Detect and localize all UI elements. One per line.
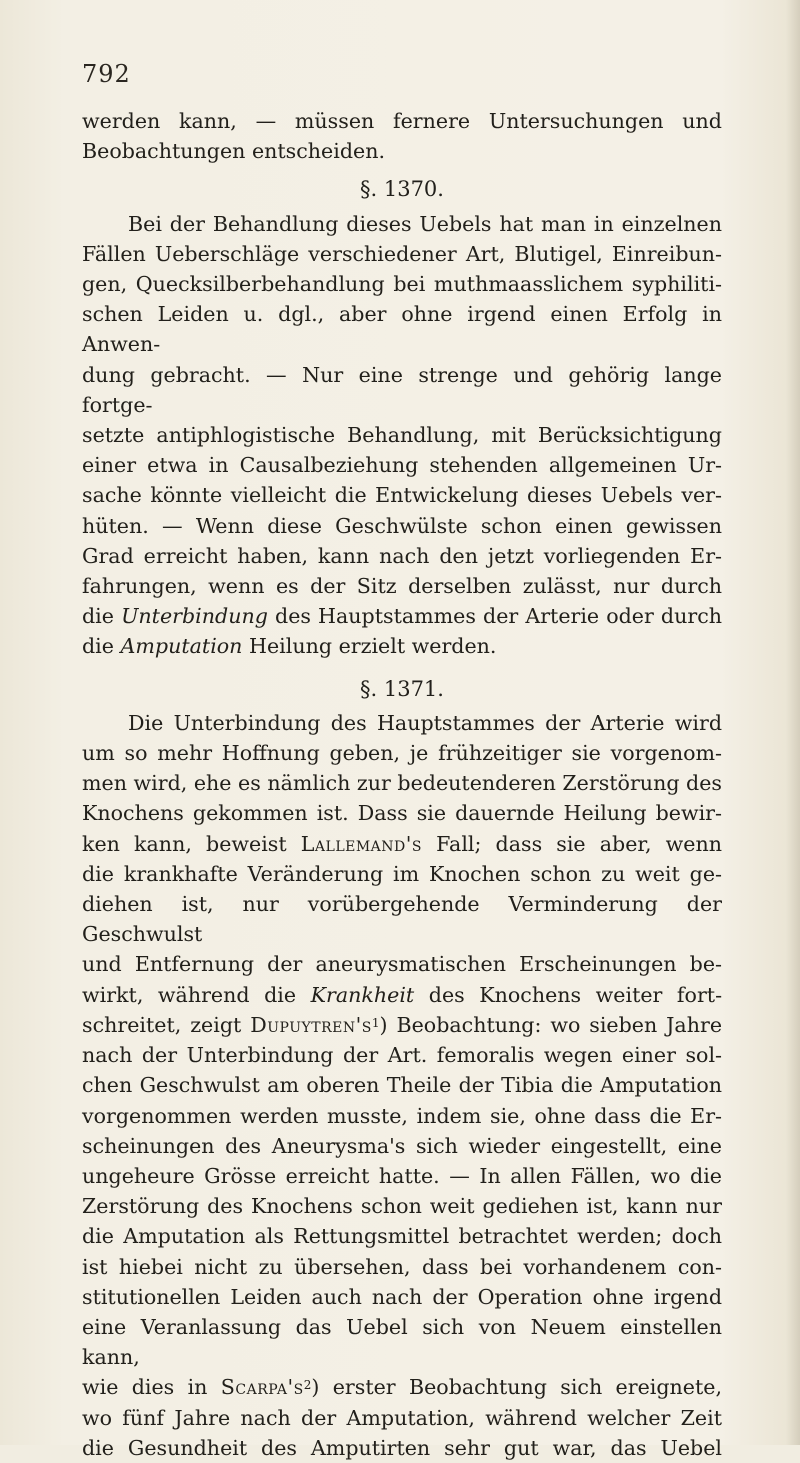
text-line: [82, 980, 722, 1010]
text-fragment: ) erster Beobachtung sich ereignete,: [311, 1375, 722, 1400]
text-line: Grad erreicht haben, kann nach den jetzt vorliegenden Er-: [82, 543, 722, 568]
author-name: Lallemand's: [300, 831, 423, 856]
text-line: die Amputation als Rettungsmittel betrachtet werden; doch: [82, 1224, 722, 1249]
text-line: [82, 601, 722, 631]
text-line: [82, 829, 722, 859]
page-number: 792: [82, 60, 131, 88]
text-line: vorgenommen werden musste, indem sie, ohne dass die Er-: [82, 1103, 722, 1128]
text-line: scheinungen des Aneurysma's sich wieder eingestellt, eine: [82, 1133, 722, 1158]
text-line: diehen ist, nur vorübergehende Verminderung der Geschwulst: [82, 892, 722, 947]
text-line: Beobachtungen entscheiden.: [82, 139, 386, 164]
text-line: Knochens gekommen ist. Dass sie dauernde Heilung bewir-: [82, 801, 722, 826]
section-heading-1371: §. 1371.: [360, 676, 444, 701]
author-name: Scarpa's: [220, 1375, 304, 1400]
text-fragment: wirkt, während die: [82, 982, 297, 1007]
text-line: men wird, ehe es nämlich zur bedeutenderen Zerstörung des: [82, 771, 722, 796]
text-line: gen, Quecksilberbehandlung bei muthmaasslichem syphiliti-: [82, 272, 722, 297]
text-fragment: die: [82, 604, 114, 629]
text-fragment: wie dies in: [82, 1375, 208, 1400]
text-line: sache könnte vielleicht die Entwickelung dieses Uebels ver-: [82, 483, 722, 508]
text-line: schen Leiden u. dgl., aber ohne irgend einen Erfolg in Anwen-: [82, 302, 722, 357]
text-line: chen Geschwulst am oberen Theile der Tibia die Amputation: [82, 1073, 722, 1098]
text-line: stitutionellen Leiden auch nach der Operation ohne irgend: [82, 1284, 722, 1309]
text-line: ungeheure Grösse erreicht hatte. — In allen Fällen, wo die: [82, 1163, 722, 1188]
text-fragment: schreitet, zeigt: [82, 1012, 242, 1037]
text-line: Fällen Ueberschläge verschiedener Art, Blutigel, Einreibun-: [82, 241, 722, 266]
italic-term: Unterbindung: [121, 604, 268, 629]
italic-term: Krankheit: [310, 982, 415, 1007]
text-line: nach der Unterbindung der Art. femoralis wegen einer sol-: [82, 1043, 722, 1068]
text-line: die Gesundheit des Amputirten sehr gut war, das Uebel: [82, 1435, 722, 1460]
footnote-marker: 2: [303, 1378, 312, 1393]
text-line: eine Veranlassung das Uebel sich von Neuem einstellen kann,: [82, 1314, 722, 1370]
footnote-marker: 1: [371, 1015, 380, 1030]
text-line: wo fünf Jahre nach der Amputation, während welcher Zeit: [82, 1405, 722, 1430]
text-line: Zerstörung des Knochens schon weit gediehen ist, kann nur: [82, 1194, 722, 1219]
text-line: werden kann, — müssen fernere Untersuchungen und: [82, 109, 722, 133]
text-line: hüten. — Wenn diese Geschwülste schon einen gewissen: [82, 513, 722, 538]
text-line: [82, 631, 722, 661]
text-line: und Entfernung der aneurysmatischen Erscheinungen be-: [82, 952, 722, 977]
text-line: Bei der Behandlung dieses Uebels hat man in einzelnen: [128, 211, 722, 236]
text-line: ist hiebei nicht zu übersehen, dass bei vorhandenem con-: [82, 1254, 722, 1279]
text-fragment: Heilung erzielt werden.: [249, 634, 497, 659]
author-name: Dupuytren's: [250, 1012, 372, 1037]
text-fragment: des Knochens weiter fort-: [428, 982, 723, 1007]
text-line: dung gebracht. — Nur eine strenge und gehörig lange fortge-: [82, 362, 722, 417]
text-line: die krankhafte Veränderung im Knochen schon zu weit ge-: [82, 861, 722, 886]
text-fragment: ) Beobachtung: wo sieben Jahre: [379, 1012, 723, 1037]
text-line: setzte antiphlogistische Behandlung, mit Berücksichtigung: [82, 423, 722, 448]
text-fragment: ken kann, beweist: [82, 831, 287, 856]
text-line: um so mehr Hoffnung geben, je frühzeitiger sie vorgenom-: [82, 741, 722, 766]
text-line: [82, 1010, 722, 1040]
text-line: fahrungen, wenn es der Sitz derselben zulässt, nur durch: [82, 574, 722, 599]
text-line: einer etwa in Causalbeziehung stehenden allgemeinen Ur-: [82, 453, 722, 478]
italic-term: Amputation: [120, 634, 243, 659]
text-fragment: des Hauptstammes der Arterie oder durch: [275, 604, 723, 629]
text-fragment: Fall; dass sie aber, wenn: [436, 831, 722, 856]
text-line: [82, 1372, 722, 1402]
body-text: [82, 106, 722, 1463]
text-line: Die Unterbindung des Hauptstammes der Arterie wird: [128, 710, 722, 735]
text-fragment: die: [82, 634, 114, 659]
page-edge-shadow: [786, 0, 800, 1445]
section-heading-1370: §. 1370.: [360, 177, 444, 202]
